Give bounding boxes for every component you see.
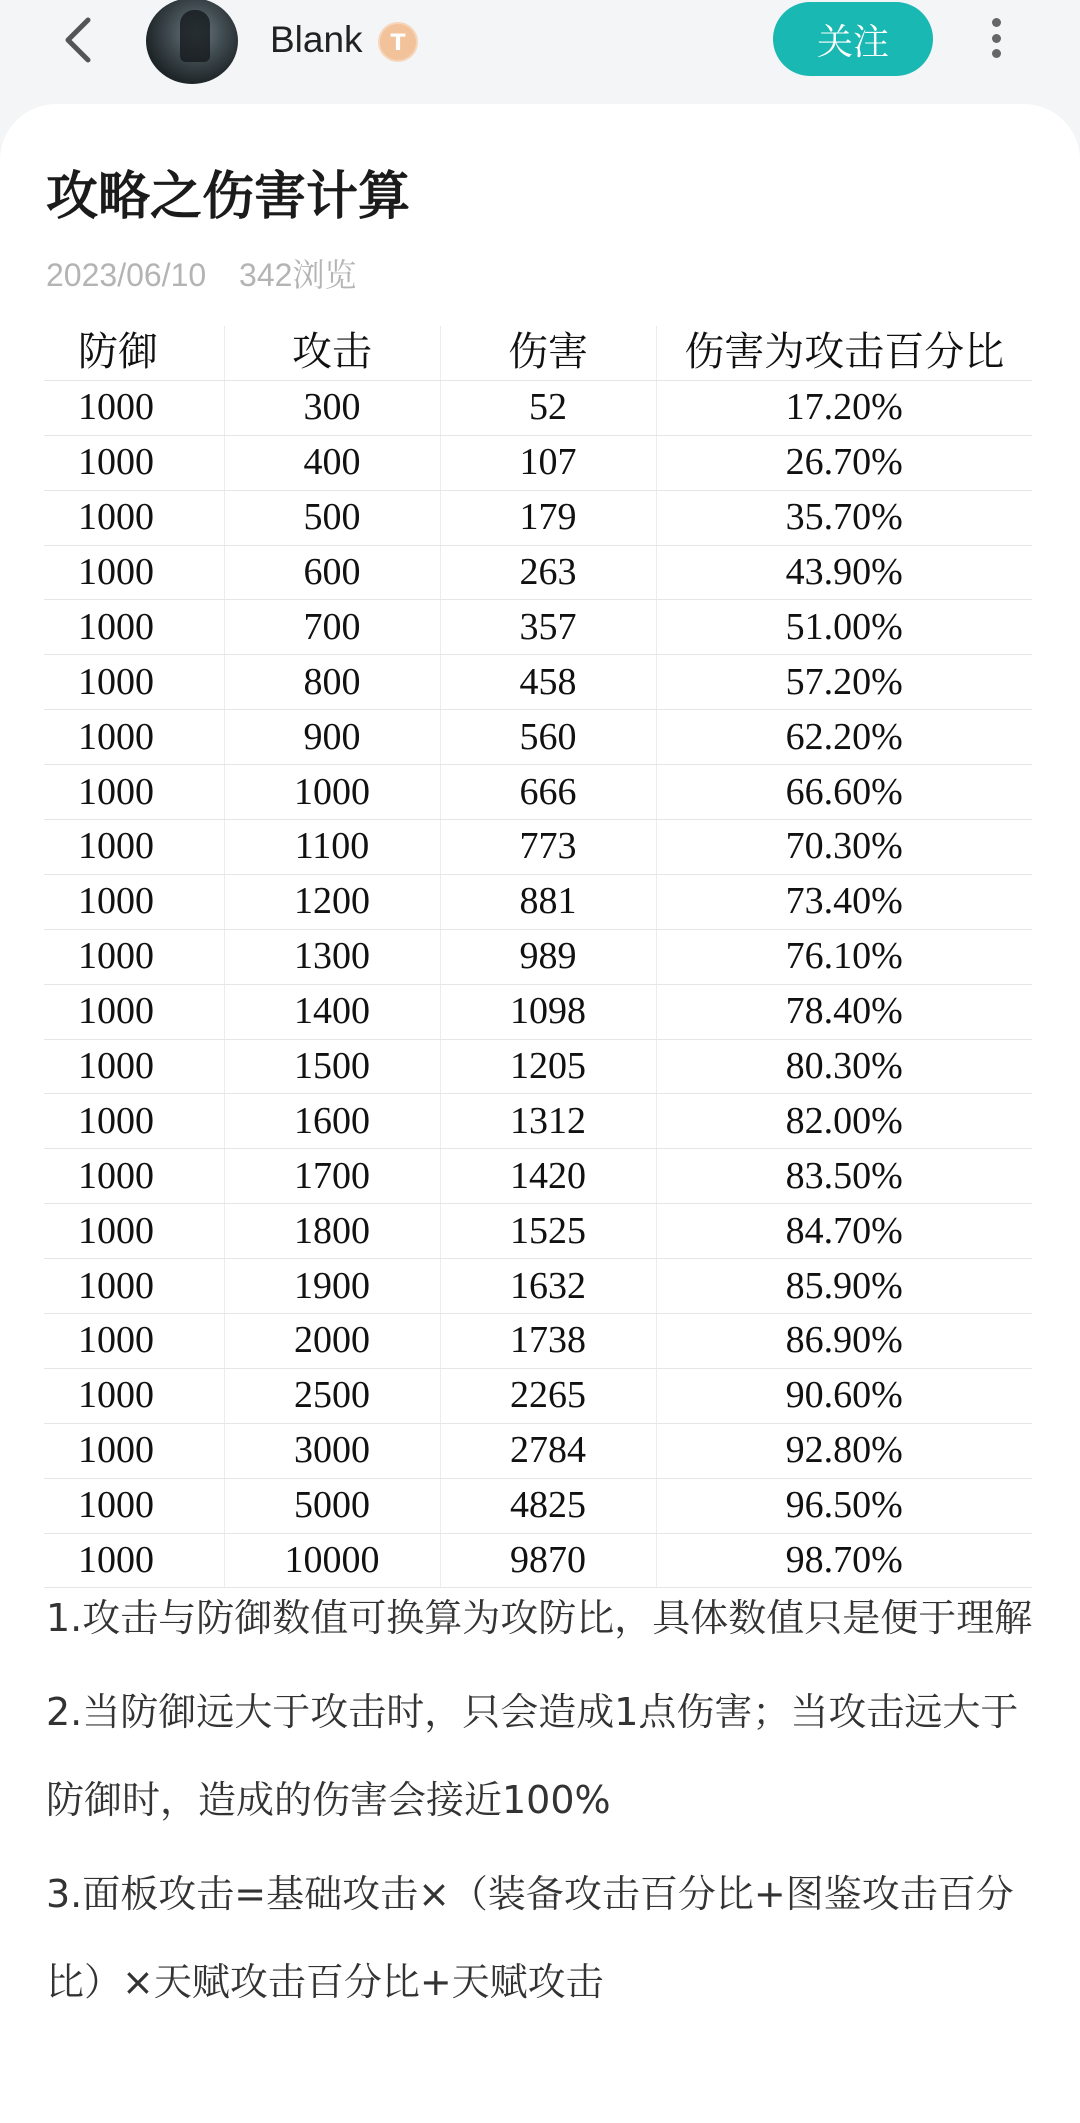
table-row (44, 984, 1032, 1039)
damage-table-image[interactable] (44, 326, 1032, 1588)
table-cell: 2000 (224, 1314, 440, 1369)
table-cell: 82.00% (656, 1094, 1032, 1149)
post-date: 2023/06/10 (46, 257, 207, 293)
table-cell: 900 (224, 710, 440, 765)
table-row (44, 765, 1032, 820)
table-row (44, 1039, 1032, 1094)
table-cell: 83.50% (656, 1149, 1032, 1204)
table-cell: 3000 (224, 1423, 440, 1478)
table-cell: 1000 (44, 600, 224, 655)
table-row (44, 1094, 1032, 1149)
table-cell: 458 (440, 655, 656, 710)
more-vertical-icon (992, 49, 1001, 58)
table-row (44, 820, 1032, 875)
table-row (44, 929, 1032, 984)
chevron-left-icon (63, 17, 93, 63)
table-cell: 62.20% (656, 710, 1032, 765)
table-cell: 1000 (44, 545, 224, 600)
table-cell: 700 (224, 600, 440, 655)
table-cell: 300 (224, 380, 440, 435)
table-cell: 57.20% (656, 655, 1032, 710)
table-cell: 1000 (44, 1204, 224, 1259)
table-cell: 1000 (44, 1094, 224, 1149)
table-cell: 881 (440, 874, 656, 929)
follow-button[interactable]: 关注 (773, 2, 933, 76)
table-row (44, 380, 1032, 435)
note-paragraph: 2.当防御远大于攻击时，只会造成1点伤害；当攻击远大于防御时，造成的伤害会接近100% (46, 1690, 1019, 1822)
more-vertical-icon (992, 18, 1001, 27)
table-cell: 1000 (44, 1533, 224, 1588)
table-cell: 1600 (224, 1094, 440, 1149)
table-cell: 2265 (440, 1368, 656, 1423)
post-meta (46, 250, 380, 296)
table-cell: 9870 (440, 1533, 656, 1588)
username[interactable]: Blank (270, 19, 363, 60)
table-cell: 1000 (44, 765, 224, 820)
table-cell: 1000 (44, 874, 224, 929)
table-cell: 76.10% (656, 929, 1032, 984)
notes-section (46, 1574, 1036, 2032)
table-cell: 1800 (224, 1204, 440, 1259)
table-row (44, 1204, 1032, 1259)
post-title: 攻略之伤害计算 (46, 167, 411, 227)
table-cell: 1000 (44, 1039, 224, 1094)
table-cell: 1400 (224, 984, 440, 1039)
note-paragraph: 3.面板攻击=基础攻击×（装备攻击百分比+图鉴攻击百分比）×天赋攻击百分比+天赋攻击 (46, 1872, 1014, 2004)
table-cell: 1000 (44, 1423, 224, 1478)
table-cell: 1100 (224, 820, 440, 875)
table-cell: 1000 (44, 380, 224, 435)
table-cell: 600 (224, 545, 440, 600)
table-cell: 52 (440, 380, 656, 435)
table-cell: 1700 (224, 1149, 440, 1204)
table-cell: 179 (440, 490, 656, 545)
table-cell: 1200 (224, 874, 440, 929)
table-cell: 26.70% (656, 435, 1032, 490)
table-cell: 1000 (44, 655, 224, 710)
table-cell: 1738 (440, 1314, 656, 1369)
table-row (44, 655, 1032, 710)
table-row (44, 435, 1032, 490)
table-cell: 1312 (440, 1094, 656, 1149)
table-cell: 1000 (224, 765, 440, 820)
table-cell: 800 (224, 655, 440, 710)
table-cell: 1420 (440, 1149, 656, 1204)
table-row (44, 1314, 1032, 1369)
table-cell: 1000 (44, 820, 224, 875)
table-cell: 400 (224, 435, 440, 490)
table-row (44, 490, 1032, 545)
table-cell: 80.30% (656, 1039, 1032, 1094)
table-cell: 773 (440, 820, 656, 875)
table-cell: 560 (440, 710, 656, 765)
table-cell: 1098 (440, 984, 656, 1039)
table-cell: 357 (440, 600, 656, 655)
table-cell: 989 (440, 929, 656, 984)
avatar[interactable] (146, 0, 238, 84)
table-cell: 78.40% (656, 984, 1032, 1039)
table-cell: 1632 (440, 1259, 656, 1314)
table-row (44, 1149, 1032, 1204)
table-header-row (44, 326, 1032, 380)
table-cell: 1000 (44, 929, 224, 984)
table-row (44, 600, 1032, 655)
post-views: 342浏览 (239, 257, 357, 293)
note-paragraph: 1.攻击与防御数值可换算为攻防比，具体数值只是便于理解 (46, 1596, 1033, 1640)
table-cell: 86.90% (656, 1314, 1032, 1369)
table-cell: 70.30% (656, 820, 1032, 875)
table-cell: 92.80% (656, 1423, 1032, 1478)
table-body (44, 380, 1032, 1588)
table-cell: 90.60% (656, 1368, 1032, 1423)
table-cell: 1000 (44, 435, 224, 490)
table-cell: 1000 (44, 1314, 224, 1369)
table-cell: 500 (224, 490, 440, 545)
table-cell: 66.60% (656, 765, 1032, 820)
table-cell: 51.00% (656, 600, 1032, 655)
table-cell: 1000 (44, 1149, 224, 1204)
table-cell: 96.50% (656, 1478, 1032, 1533)
table-row (44, 874, 1032, 929)
table-cell: 10000 (224, 1533, 440, 1588)
table-cell: 1000 (44, 1259, 224, 1314)
damage-table (44, 326, 1032, 1588)
table-cell: 73.40% (656, 874, 1032, 929)
table-row (44, 545, 1032, 600)
table-cell: 43.90% (656, 545, 1032, 600)
more-vertical-icon (992, 34, 1001, 43)
table-cell: 17.20% (656, 380, 1032, 435)
table-cell: 1500 (224, 1039, 440, 1094)
table-cell: 1900 (224, 1259, 440, 1314)
column-header: 攻击 (224, 326, 440, 380)
table-cell: 107 (440, 435, 656, 490)
top-bar (0, 0, 1080, 104)
table-row (44, 1423, 1032, 1478)
back-button[interactable] (54, 14, 102, 66)
table-cell: 85.90% (656, 1259, 1032, 1314)
level-badge-icon: T (378, 22, 418, 62)
table-cell: 1000 (44, 710, 224, 765)
table-cell: 98.70% (656, 1533, 1032, 1588)
table-cell: 1000 (44, 1478, 224, 1533)
table-cell: 84.70% (656, 1204, 1032, 1259)
table-cell: 666 (440, 765, 656, 820)
table-cell: 2500 (224, 1368, 440, 1423)
post-card (0, 104, 1080, 2123)
table-cell: 1000 (44, 1368, 224, 1423)
table-cell: 4825 (440, 1478, 656, 1533)
table-cell: 35.70% (656, 490, 1032, 545)
table-cell: 1300 (224, 929, 440, 984)
table-row (44, 710, 1032, 765)
table-row (44, 1368, 1032, 1423)
column-header: 伤害 (440, 326, 656, 380)
table-cell: 263 (440, 545, 656, 600)
table-cell: 2784 (440, 1423, 656, 1478)
table-cell: 1205 (440, 1039, 656, 1094)
table-row (44, 1478, 1032, 1533)
more-button[interactable] (978, 14, 1014, 62)
table-cell: 5000 (224, 1478, 440, 1533)
table-cell: 1000 (44, 984, 224, 1039)
table-cell: 1000 (44, 490, 224, 545)
table-row (44, 1259, 1032, 1314)
table-cell: 1525 (440, 1204, 656, 1259)
column-header: 伤害为攻击百分比 (656, 326, 1032, 380)
column-header: 防御 (44, 326, 224, 380)
